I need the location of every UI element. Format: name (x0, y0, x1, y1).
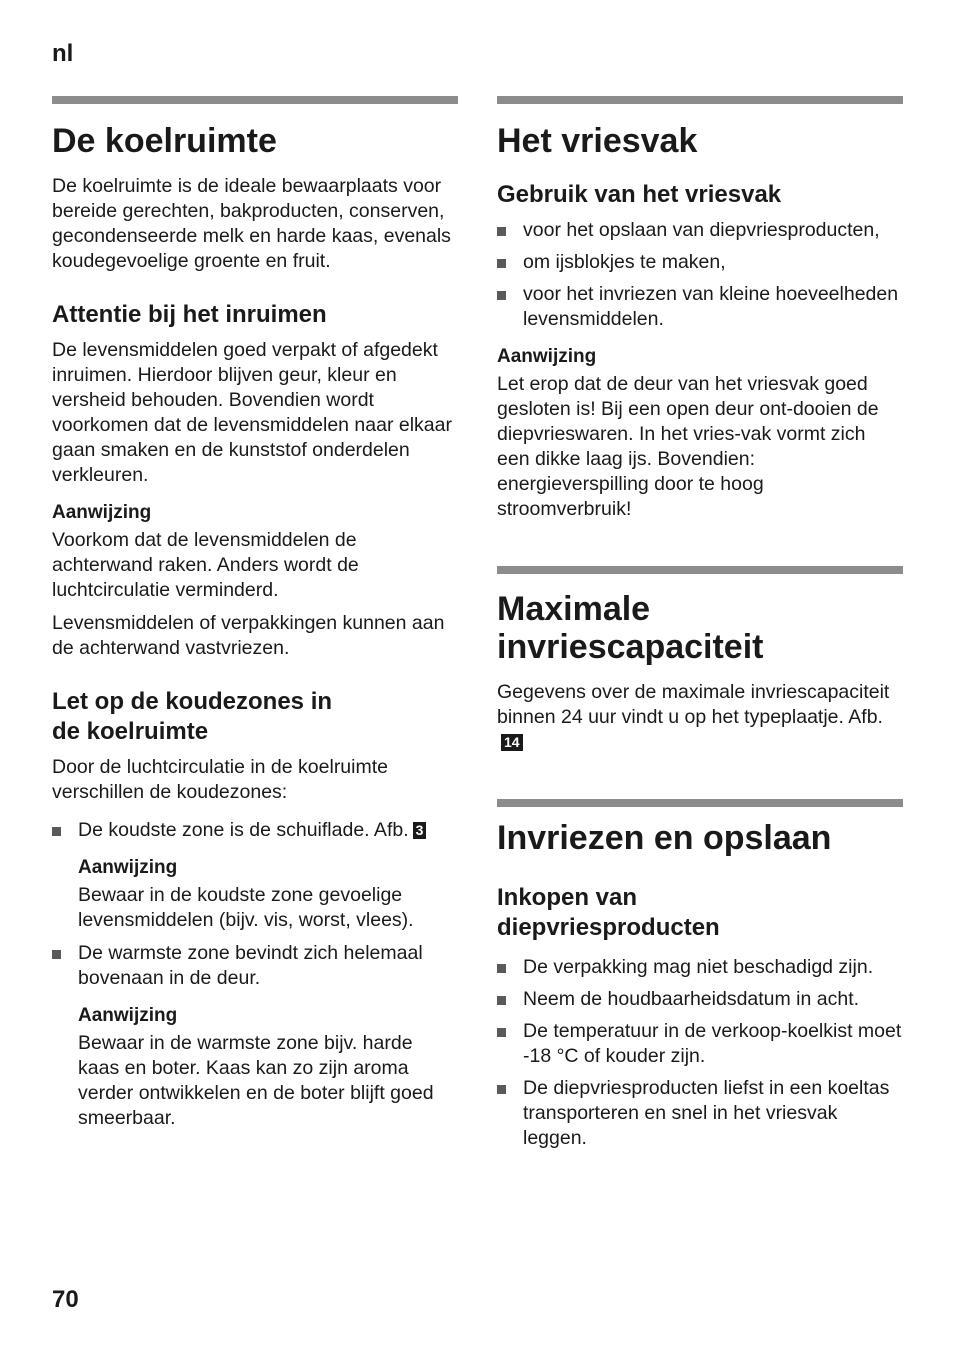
inkopen-title-line1: Inkopen van (497, 884, 638, 911)
list-item (497, 218, 903, 243)
koudezones-title-line1: Let op de koudezones in (52, 688, 333, 715)
list-item (52, 818, 458, 843)
note-title: Aanwijzing (78, 1005, 178, 1026)
left-column (52, 96, 458, 1131)
inkopen-title-line2: diepvriesproducten (497, 914, 720, 941)
subsection-title-koudezones (52, 687, 458, 747)
page-number: 70 (52, 1286, 79, 1313)
section-title-koelruimte: De koelruimte (52, 122, 277, 160)
list-item-text: voor het invriezen van kleine hoeveelheden levensmiddelen. (523, 283, 899, 330)
list-item (497, 282, 903, 332)
figure-number-badge: 14 (501, 734, 523, 751)
note-title: Aanwijzing (52, 502, 152, 523)
note-paragraph: Voorkom dat de levensmiddelen de achterwand raken. Anders wordt de luchtcirculatie verminderd. (52, 529, 359, 601)
section-rule (497, 96, 903, 104)
figure-number-badge: 3 (413, 822, 427, 839)
list-item-text: De diepvriesproducten liefst in een koeltas transporteren en snel in het vriesvak leggen. (523, 1077, 890, 1149)
list-item (497, 987, 903, 1012)
invriescapaciteit-paragraph (497, 680, 903, 755)
section-rule (497, 799, 903, 807)
note-title: Aanwijzing (78, 857, 178, 878)
section-rule (497, 566, 903, 574)
invriescapaciteit-text: Gegevens over de maximale invriescapaciteit binnen 24 uur vindt u op het typeplaatje. Afb. (497, 681, 890, 728)
subsection-title-inruimen: Attentie bij het inruimen (52, 301, 327, 328)
section-rule (52, 96, 458, 104)
language-label: nl (52, 40, 74, 67)
list-item-text: De warmste zone bevindt zich helemaal bovenaan in de deur. (78, 942, 423, 989)
list-item-text: voor het opslaan van diepvriesproducten, (523, 219, 880, 241)
invriescapaciteit-title-line1: Maximale (497, 590, 651, 628)
subsection-title-inkopen (497, 883, 903, 943)
note-paragraph: Bewaar in de warmste zone bijv. harde kaas en boter. Kaas kan zo zijn aroma verder ontwikkelen en de boter blijft goed smeerbaar. (78, 1032, 434, 1129)
section-title-invriezen: Invriezen en opslaan (497, 819, 832, 857)
list-item (497, 250, 903, 275)
section-title-invriescapaciteit (497, 590, 903, 666)
subsection-title-gebruik: Gebruik van het vriesvak (497, 181, 782, 208)
koudezones-paragraph: Door de luchtcirculatie in de koelruimte verschillen de koudezones: (52, 756, 388, 803)
list-item (52, 941, 458, 991)
note-paragraph-2: Levensmiddelen of verpakkingen kunnen aan de achterwand vastvriezen. (52, 612, 445, 659)
koudezones-title-line2: de koelruimte (52, 718, 209, 745)
inruimen-paragraph: De levensmiddelen goed verpakt of afgedekt inruimen. Hierdoor blijven geur, kleur en versheid behouden. Bovendien wordt voorkomen dat de levensmiddelen naar elkaar gaan smaken en de kunststof onderdelen verkleuren. (52, 339, 452, 486)
invriescapaciteit-title-line2: invriescapaciteit (497, 628, 764, 666)
note-title: Aanwijzing (497, 346, 597, 367)
list-item-text: Neem de houdbaarheidsdatum in acht. (523, 988, 860, 1010)
list-item-text: om ijsblokjes te maken, (523, 251, 726, 273)
intro-paragraph: De koelruimte is de ideale bewaarplaats voor bereide gerechten, bakproducten, conserven, gecondenseerde melk en harde kaas, evenals koudegevoelige groente en fruit. (52, 175, 451, 272)
list-item (497, 1019, 903, 1069)
note-paragraph: Bewaar in de koudste zone gevoelige levensmiddelen (bijv. vis, worst, vlees). (78, 884, 414, 931)
right-column (497, 96, 903, 1151)
list-item-text: De koudste zone is de schuiflade. Afb. (78, 819, 409, 841)
note-paragraph: Let erop dat de deur van het vriesvak goed gesloten is! Bij een open deur ont-dooien de diepvrieswaren. In het vries-vak vormt zich een dikke laag ijs. Bovendien: energieverspilling door te hoog stroomverbruik! (497, 373, 879, 520)
section-title-vriesvak: Het vriesvak (497, 122, 698, 160)
list-item (497, 1076, 903, 1151)
list-item-text: De temperatuur in de verkoop-koelkist moet -18 °C of kouder zijn. (523, 1020, 902, 1067)
list-item (497, 955, 903, 980)
list-item-text: De verpakking mag niet beschadigd zijn. (523, 956, 874, 978)
